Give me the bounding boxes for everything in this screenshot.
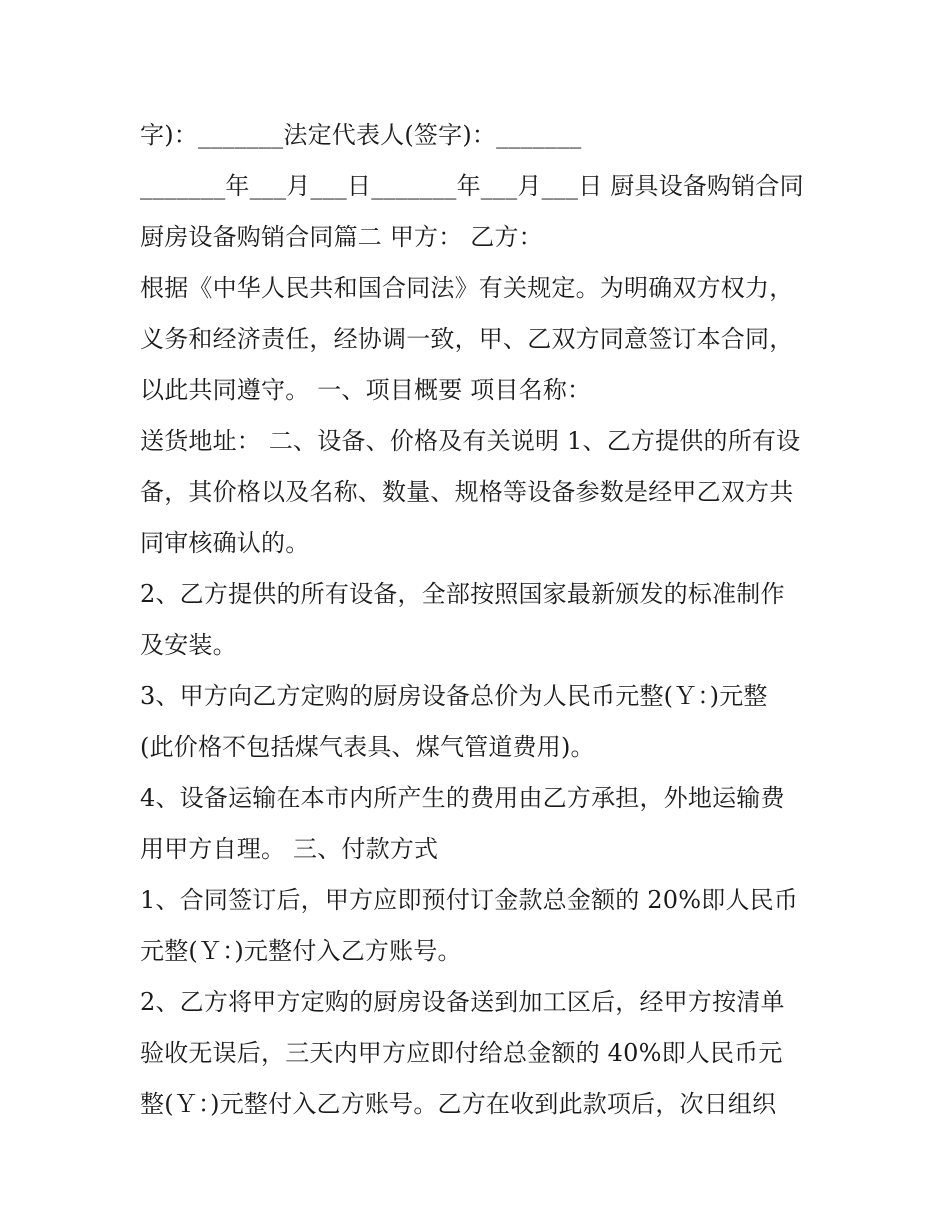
text-line: 验收无误后，三天内甲方应即付给总金额的 40%即人民币元 [140, 1039, 783, 1067]
text-line: 根据《中华人民共和国合同法》有关规定。为明确双方权力， [140, 274, 794, 302]
text-line: 3、甲方向乙方定购的厨房设备总价为人民币元整(Ｙ：)元整 [140, 682, 768, 710]
text-line: _______年___月___日_______年___月___日 厨具设备购销合同 [140, 172, 804, 200]
text-line: 1、合同签订后，甲方应即预付订金款总金额的 20%即人民币 [140, 886, 799, 914]
text-line: 厨房设备购销合同篇二 甲方： 乙方： [140, 223, 543, 251]
text-line: 同审核确认的。 [140, 529, 310, 557]
text-line: 送货地址： 二、设备、价格及有关说明 1、乙方提供的所有设 [140, 427, 801, 455]
text-line: 备，其价格以及名称、数量、规格等设备参数是经甲乙双方共 [140, 478, 794, 506]
text-line: 及安装。 [140, 631, 237, 659]
text-line: 用甲方自理。 三、付款方式 [140, 835, 439, 863]
text-line: (此价格不包括煤气表具、煤气管道费用)。 [140, 733, 595, 761]
text-line: 2、乙方将甲方定购的厨房设备送到加工区后，经甲方按清单 [140, 988, 785, 1016]
text-line: 4、设备运输在本市内所产生的费用由乙方承担，外地运输费 [140, 784, 785, 812]
text-line: 整(Ｙ：)元整付入乙方账号。乙方在收到此款项后，次日组织 [140, 1090, 777, 1118]
contract-text [140, 110, 830, 1130]
text-line: 以此共同遵守。 一、项目概要 项目名称： [140, 376, 592, 404]
text-line: 2、乙方提供的所有设备，全部按照国家最新颁发的标准制作 [140, 580, 785, 608]
text-line: 字)：_______法定代表人(签字)：_______ [140, 121, 582, 149]
text-line: 义务和经济责任，经协调一致，甲、乙双方同意签订本合同， [140, 325, 794, 353]
text-line: 元整(Ｙ：)元整付入乙方账号。 [140, 937, 462, 965]
